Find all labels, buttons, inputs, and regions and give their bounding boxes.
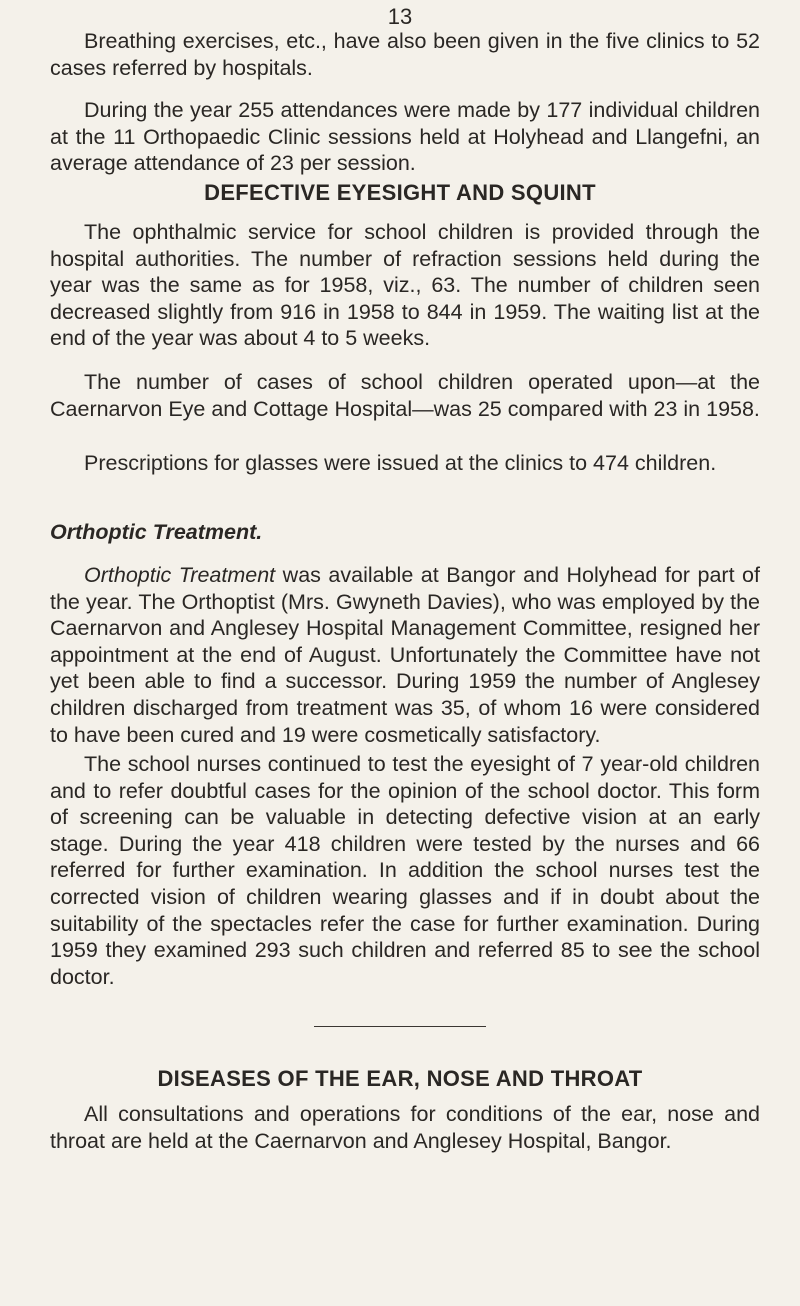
paragraph-prescriptions: Prescriptions for glasses were issued at the clinics to 474 children. [84,451,717,475]
paragraph-orthoptic-treatment [50,562,760,748]
orthoptic-treatment-lead: Orthoptic Treatment [84,563,276,587]
paragraph-school-nurses: The school nurses continued to test the eyesight of 7 year-old children and to refer doubtful cases for the opinion of the school doctor. This form of screening can be valuable in detecting defective vision at an early stage. During the year 418 children were tested by the nurses and 66 referred for further examination. In addition the school nurses test the corrected vision of children wearing glasses and if in doubt about the suitability of the spectacles refer the case for further examination. During 1959 they examined 293 such children and referred 85 to see the school doctor. [50,752,760,989]
heading-ear-nose-throat: DISEASES OF THE EAR, NOSE AND THROAT [157,1066,643,1091]
paragraph-ophthalmic-service: The ophthalmic service for school children is provided through the hospital authorities. The number of refraction sessions held during the year was the same as for 1958, viz., 63. The number of children seen decreased slightly from 916 in 1958 to 844 in 1959. The waiting list at the end of the year was about 4 to 5 weeks. [50,220,760,351]
orthoptic-treatment-text: was available at Bangor and Holyhead for part of the year. The Orthoptist (Mrs. Gwyneth Davies), who was employed by the Caernarvon and Anglesey Hospital Management Committee, resigned her appointment at the end of August. Unfortunately the Committee have not yet been able to find a successor. During 1959 the number of Anglesey children discharged from treatment was 35, of whom 16 were considered to have been cured and 19 were cosmetically satisfactory. [50,563,760,747]
heading-defective-eyesight: DEFECTIVE EYESIGHT AND SQUINT [204,180,596,205]
section-divider [314,1026,486,1027]
page-number: 13 [387,4,413,29]
paragraph-operations: The number of cases of school children operated upon—at the Caernarvon Eye and Cottage Hospital—was 25 compared with 23 in 1958. [50,370,760,421]
paragraph-ent-consultations: All consultations and operations for conditions of the ear, nose and throat are held at the Caernarvon and Anglesey Hospital, Bangor. [50,1102,760,1153]
paragraph-breathing-exercises: Breathing exercises, etc., have also been given in the five clinics to 52 cases referred by hospitals. [50,29,760,80]
paragraph-orthopaedic-attendances: During the year 255 attendances were made by 177 individual children at the 11 Orthopaedic Clinic sessions held at Holyhead and Llangefni, an average attendance of 23 per session. [50,98,760,176]
subheading-orthoptic-treatment: Orthoptic Treatment. [50,520,263,544]
